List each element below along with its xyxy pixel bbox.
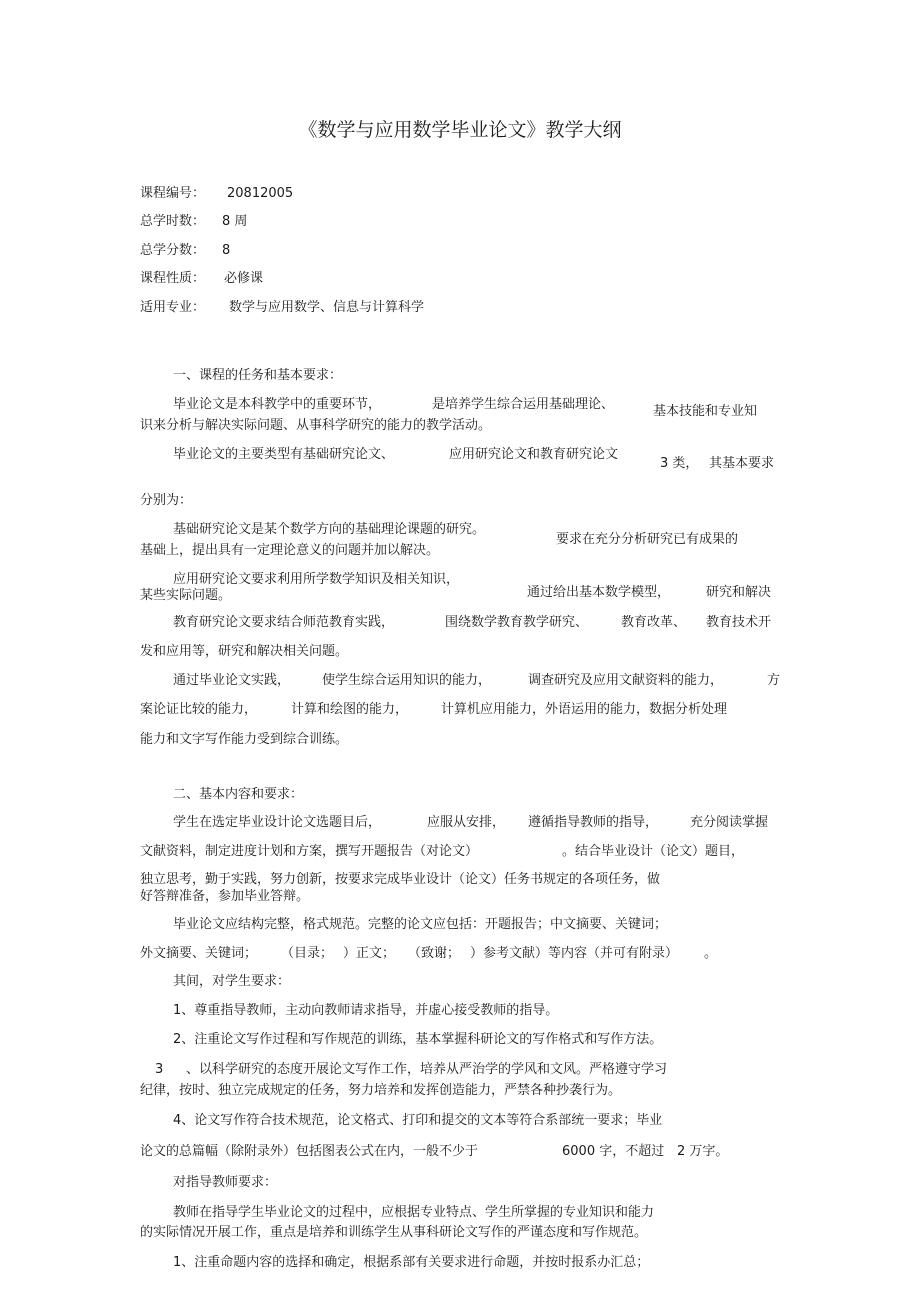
s2-p2-seg: 毕业论文应结构完整，格式规范。完整的论文应包括：开题报告；中文摘要、关键词； xyxy=(173,917,668,932)
s2-p3: 其间，对学生要求： xyxy=(173,974,291,989)
document-title: 《数学与应用数学毕业论文》教学大纲 xyxy=(298,119,622,141)
s1-p2-seg: 毕业论文的主要类型有基础研究论文、 xyxy=(173,447,395,462)
s1-p2-seg: 应用研究论文和教育研究论文 xyxy=(449,447,619,462)
s1-p1-seg: 识来分析与解决实际问题、从事科学研究的能力的教学活动。 xyxy=(140,418,492,433)
teacher-req-1: 1、注重命题内容的选择和确定，根据系部有关要求进行命题，并按时报系办汇总； xyxy=(173,1255,650,1270)
student-req-4-seg: 4、论文写作符合技术规范，论文格式、打印和提交的文本等符合系部统一要求；毕业 xyxy=(173,1113,663,1128)
total-hours-label: 总学时数： xyxy=(140,214,206,229)
s1-p1-seg: 基本技能和专业知 xyxy=(653,404,758,419)
student-req-4-seg: 论文的总篇幅（除附录外）包括图表公式在内，一般不少于 xyxy=(140,1144,479,1159)
s1-p2-seg: 3 类， xyxy=(660,456,699,471)
s1-p6-seg: 计算机应用能力，外语运用的能力，数据分析处理 xyxy=(441,702,728,717)
s1-p5-seg: 教育技术开 xyxy=(706,615,772,630)
student-req-4-seg: 6000 字，不超过 xyxy=(562,1144,665,1159)
s2-p5-seg: 的实际情况开展工作，重点是培养和训练学生从事科研论文写作的严谨态度和写作规范。 xyxy=(140,1225,648,1240)
s1-p3-seg: 基础研究论文是某个数学方向的基础理论课题的研究。 xyxy=(173,522,486,537)
s1-p2-seg: 其基本要求 xyxy=(709,456,775,471)
s1-p5-seg: 教育改革、 xyxy=(621,615,687,630)
s1-p5-seg: 教育研究论文要求结合师范教育实践， xyxy=(173,615,395,630)
s1-p6-seg: 计算和绘图的能力， xyxy=(291,702,409,717)
applicable-major-label: 适用专业： xyxy=(140,300,206,315)
student-req-4-seg: 2 万字。 xyxy=(677,1144,729,1159)
s1-p6-seg: 调查研究及应用文献资料的能力， xyxy=(528,673,724,688)
course-code-value: 20812005 xyxy=(227,186,294,201)
s1-p6-seg: 使学生综合运用知识的能力， xyxy=(322,673,492,688)
section2-heading: 二、基本内容和要求： xyxy=(173,787,304,802)
s2-p1-seg: 独立思考，勤于实践，努力创新，按要求完成毕业设计（论文）任务书规定的各项任务，做 xyxy=(140,872,661,887)
s2-p1-seg: 充分阅读掌握 xyxy=(690,815,769,830)
s2-p1-seg: 好答辩准备，参加毕业答辩。 xyxy=(140,889,310,904)
s1-p6-seg: 方 xyxy=(767,673,781,688)
student-req-3-seg: 纪律，按时、独立完成规定的任务，努力培养和发挥创造能力，严禁各种抄袭行为。 xyxy=(140,1083,622,1098)
s1-p1-seg: 是培养学生综合运用基础理论、 xyxy=(432,397,615,412)
s1-p5-seg: 发和应用等，研究和解决相关问题。 xyxy=(140,644,349,659)
s1-p6-seg: 能力和文字写作能力受到综合训练。 xyxy=(140,732,349,747)
course-code-label: 课程编号： xyxy=(140,186,206,201)
s1-p6-seg: 通过毕业论文实践， xyxy=(173,673,291,688)
course-nature-value: 必修课 xyxy=(224,271,264,286)
s2-p1-seg: 文献资料，制定进度计划和方案，撰写开题报告（对论文） xyxy=(140,844,479,859)
s2-p1-seg: 应服从安排， xyxy=(427,815,506,830)
student-req-2: 2、注重论文写作过程和写作规范的训练，基本掌握科研论文的写作格式和写作方法。 xyxy=(173,1032,663,1047)
student-req-3-seg: 、以科学研究的态度开展论文写作工作，培养从严治学的学风和文风。严格遵守学习 xyxy=(186,1062,668,1077)
total-credits-value: 8 xyxy=(222,243,231,258)
s1-p4-seg: 应用研究论文要求利用所学数学知识及相关知识， xyxy=(173,572,460,587)
applicable-major-value: 数学与应用数学、信息与计算科学 xyxy=(229,300,425,315)
student-req-3-num: 3 xyxy=(155,1062,164,1077)
s2-p2-seg: （目录； xyxy=(281,946,334,961)
s2-p1-seg: 遵循指导教师的指导， xyxy=(528,815,659,830)
course-nature-label: 课程性质： xyxy=(140,271,206,286)
s2-p2-seg: 外文摘要、关键词； xyxy=(140,946,258,961)
s1-p3-seg: 要求在充分分析研究已有成果的 xyxy=(556,532,739,547)
s1-p4-seg: 研究和解决 xyxy=(706,585,772,600)
s1-p6-seg: 案论证比较的能力， xyxy=(140,702,258,717)
section1-heading: 一、课程的任务和基本要求： xyxy=(173,368,343,383)
student-req-1: 1、尊重指导教师，主动向教师请求指导，并虚心接受教师的指导。 xyxy=(173,1003,559,1018)
s1-p4-seg: 通过给出基本数学模型， xyxy=(527,585,671,600)
s1-p1-seg: 毕业论文是本科教学中的重要环节， xyxy=(173,397,382,412)
total-hours-value: 8 周 xyxy=(222,214,248,229)
s2-p4: 对指导教师要求： xyxy=(173,1175,278,1190)
s1-p2-seg: 分别为： xyxy=(140,493,193,508)
s2-p2-seg: ）正文； xyxy=(343,946,396,961)
s2-p1-seg: 学生在选定毕业设计论文选题目后， xyxy=(173,815,382,830)
s2-p5-seg: 教师在指导学生毕业论文的过程中，应根据专业特点、学生所掌握的专业知识和能力 xyxy=(173,1205,655,1220)
s1-p5-seg: 围绕数学教育教学研究、 xyxy=(445,615,589,630)
s1-p4-seg: 某些实际问题。 xyxy=(140,588,232,603)
total-credits-label: 总学分数： xyxy=(140,243,206,258)
s2-p1-seg: 。结合毕业设计（论文）题目， xyxy=(562,844,745,859)
s2-p2-seg: 。 xyxy=(704,946,718,961)
s2-p2-seg: （致谢； xyxy=(408,946,461,961)
s1-p3-seg: 基础上，提出具有一定理论意义的问题并加以解决。 xyxy=(140,543,440,558)
s2-p2-seg: ）参考文献）等内容（并可有附录） xyxy=(470,946,679,961)
